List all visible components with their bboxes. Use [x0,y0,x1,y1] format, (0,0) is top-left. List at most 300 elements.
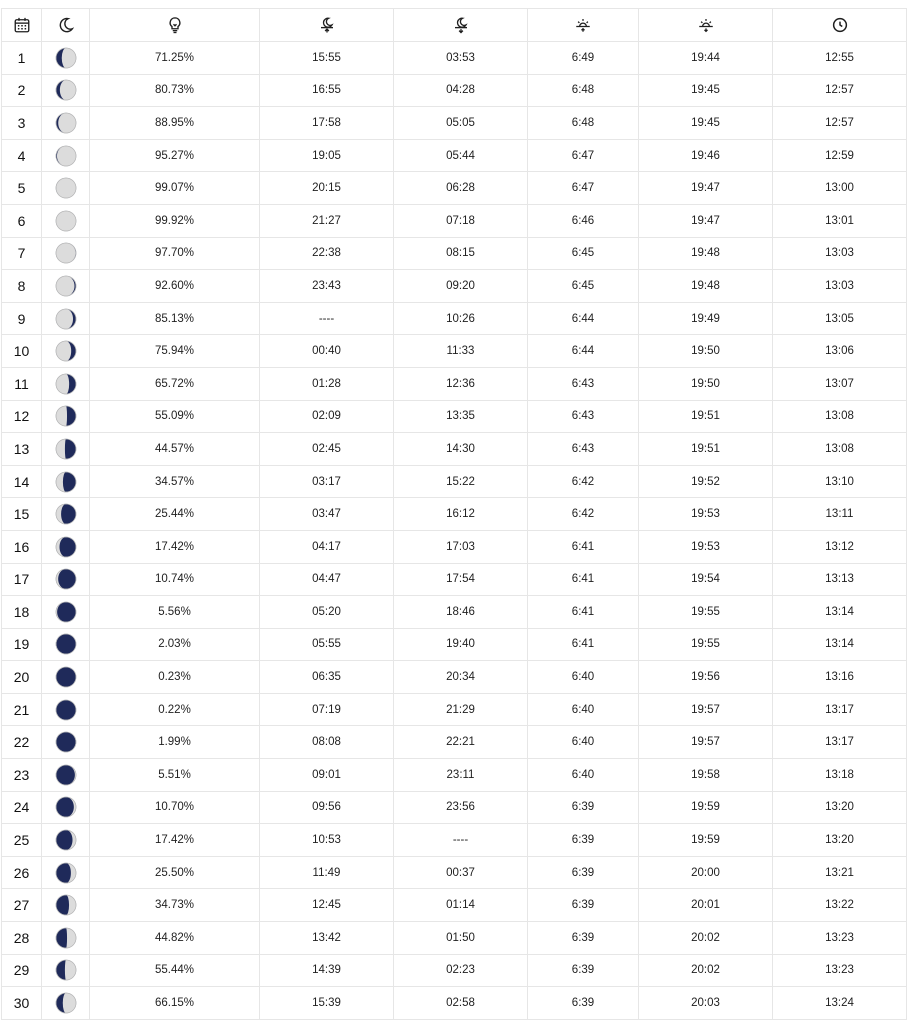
sunset-cell: 19:48 [639,237,773,270]
sunrise-cell: 6:49 [528,42,639,75]
solar-noon-cell: 13:23 [773,922,907,955]
moonset-cell: 05:44 [394,139,528,172]
sunset-cell: 19:45 [639,74,773,107]
illumination-cell: 44.82% [90,922,260,955]
day-cell: 25 [2,824,42,857]
sunrise-cell: 6:39 [528,922,639,955]
moon-phase-cell [42,367,90,400]
illumination-cell: 97.70% [90,237,260,270]
moonrise-cell: 09:01 [260,759,394,792]
moonset-cell: 23:11 [394,759,528,792]
sunrise-cell: 6:43 [528,367,639,400]
illumination-cell: 34.57% [90,465,260,498]
moonrise-cell: 05:20 [260,596,394,629]
illumination-cell: 71.25% [90,42,260,75]
sunrise-cell: 6:48 [528,107,639,140]
solar-noon-cell: 13:17 [773,693,907,726]
moonrise-cell: 10:53 [260,824,394,857]
table-row [2,237,907,270]
day-cell: 19 [2,628,42,661]
sunrise-cell: 6:47 [528,172,639,205]
moonrise-cell: 09:56 [260,791,394,824]
day-cell: 4 [2,139,42,172]
table-row [2,530,907,563]
sunrise-icon [574,16,592,34]
moon-phase-cell [42,726,90,759]
moonrise-cell: 04:47 [260,563,394,596]
day-cell: 7 [2,237,42,270]
moon-phase-cell [42,139,90,172]
moon-phase-icon [55,471,77,493]
moon-phase-cell [42,596,90,629]
moonrise-cell: 16:55 [260,74,394,107]
moon-phase-cell [42,107,90,140]
moonset-cell: 11:33 [394,335,528,368]
sunset-cell: 19:54 [639,563,773,596]
table-row [2,433,907,466]
moonrise-cell: 15:55 [260,42,394,75]
sunrise-cell: 6:44 [528,335,639,368]
header-row [2,9,907,42]
moonrise-cell: 02:09 [260,400,394,433]
moonset-cell: 05:05 [394,107,528,140]
solar-noon-cell: 13:17 [773,726,907,759]
illumination-cell: 99.92% [90,204,260,237]
sunset-cell: 19:53 [639,530,773,563]
sunset-cell: 19:56 [639,661,773,694]
moonset-cell: 17:03 [394,530,528,563]
day-cell: 27 [2,889,42,922]
moonrise-cell: 06:35 [260,661,394,694]
table-row [2,204,907,237]
sunrise-cell: 6:40 [528,693,639,726]
sunrise-cell: 6:41 [528,596,639,629]
moon-phase-icon [55,959,77,981]
solar-noon-cell: 12:57 [773,107,907,140]
table-row [2,661,907,694]
moon-phase-icon [55,438,77,460]
sunset-cell: 20:03 [639,987,773,1020]
moonset-cell: 02:58 [394,987,528,1020]
table-row [2,922,907,955]
sunset-cell: 19:51 [639,433,773,466]
sunset-cell: 19:53 [639,498,773,531]
moonset-column-header [394,9,528,42]
moon-phase-icon [57,16,75,34]
sunset-cell: 19:47 [639,204,773,237]
day-cell: 23 [2,759,42,792]
solar-noon-cell: 13:03 [773,270,907,303]
moon-phase-cell [42,433,90,466]
sunrise-cell: 6:45 [528,270,639,303]
sunrise-column-header [528,9,639,42]
table-row [2,367,907,400]
moonset-cell: 00:37 [394,856,528,889]
moonset-cell: 10:26 [394,302,528,335]
sunset-cell: 20:02 [639,922,773,955]
illumination-cell: 2.03% [90,628,260,661]
table-row [2,302,907,335]
moonset-cell: 14:30 [394,433,528,466]
solar-noon-cell: 13:22 [773,889,907,922]
table-row [2,824,907,857]
moonset-cell: 21:29 [394,693,528,726]
moonset-cell: 12:36 [394,367,528,400]
moon-calendar-table [1,8,907,1020]
day-cell: 17 [2,563,42,596]
solar-noon-cell: 13:08 [773,433,907,466]
sunrise-cell: 6:44 [528,302,639,335]
day-cell: 21 [2,693,42,726]
moon-phase-icon [55,177,77,199]
moon-phase-icon [55,373,77,395]
moon-phase-icon [55,927,77,949]
sunrise-cell: 6:41 [528,530,639,563]
moon-phase-cell [42,791,90,824]
illumination-cell: 95.27% [90,139,260,172]
sunset-column-header [639,9,773,42]
illumination-cell: 25.50% [90,856,260,889]
moonset-icon [452,16,470,34]
moonrise-cell: 03:17 [260,465,394,498]
sunset-cell: 19:47 [639,172,773,205]
moon-phase-cell [42,74,90,107]
illumination-cell: 0.22% [90,693,260,726]
moon-phase-cell [42,335,90,368]
moon-phase-icon [55,308,77,330]
sunset-cell: 19:58 [639,759,773,792]
sunset-cell: 19:57 [639,693,773,726]
illumination-cell: 17.42% [90,824,260,857]
table-row [2,596,907,629]
illumination-cell: 55.09% [90,400,260,433]
moonrise-cell: 02:45 [260,433,394,466]
moonset-cell: 13:35 [394,400,528,433]
solar-noon-cell: 13:11 [773,498,907,531]
solar-noon-cell: 13:06 [773,335,907,368]
sunrise-cell: 6:46 [528,204,639,237]
moon-phase-icon [55,112,77,134]
moonset-cell: 09:20 [394,270,528,303]
sunset-cell: 20:02 [639,954,773,987]
clock-icon [831,16,849,34]
solar-noon-cell: 12:55 [773,42,907,75]
moon-phase-cell [42,302,90,335]
moonrise-cell: 20:15 [260,172,394,205]
moon-phase-cell [42,987,90,1020]
moon-phase-cell [42,204,90,237]
day-cell: 1 [2,42,42,75]
day-cell: 24 [2,791,42,824]
table-row [2,498,907,531]
sunrise-cell: 6:41 [528,563,639,596]
solar-noon-column-header [773,9,907,42]
moonrise-cell: 12:45 [260,889,394,922]
sunrise-cell: 6:43 [528,433,639,466]
table-row [2,465,907,498]
sunrise-cell: 6:39 [528,824,639,857]
illumination-cell: 5.56% [90,596,260,629]
moonset-cell: 06:28 [394,172,528,205]
table-row [2,563,907,596]
solar-noon-cell: 13:16 [773,661,907,694]
sunset-cell: 19:49 [639,302,773,335]
illumination-cell: 88.95% [90,107,260,140]
solar-noon-cell: 12:57 [773,74,907,107]
moonrise-cell: 21:27 [260,204,394,237]
moonrise-cell: 00:40 [260,335,394,368]
moonrise-cell: 23:43 [260,270,394,303]
illumination-cell: 75.94% [90,335,260,368]
table-row [2,172,907,205]
moonrise-icon [318,16,336,34]
moon-phase-icon [55,992,77,1014]
illumination-cell: 92.60% [90,270,260,303]
day-cell: 2 [2,74,42,107]
moonset-cell: 19:40 [394,628,528,661]
solar-noon-cell: 13:05 [773,302,907,335]
solar-noon-cell: 13:18 [773,759,907,792]
day-cell: 9 [2,302,42,335]
moonset-cell: 20:34 [394,661,528,694]
moon-phase-cell [42,42,90,75]
moon-phase-cell [42,693,90,726]
illumination-cell: 17.42% [90,530,260,563]
moon-phase-cell [42,563,90,596]
solar-noon-cell: 13:10 [773,465,907,498]
moon-phase-icon [55,340,77,362]
sunset-cell: 19:59 [639,791,773,824]
moon-phase-cell [42,400,90,433]
moon-phase-icon [55,601,77,623]
solar-noon-cell: 13:07 [773,367,907,400]
sunset-cell: 19:45 [639,107,773,140]
day-cell: 26 [2,856,42,889]
sunset-cell: 19:44 [639,42,773,75]
illumination-cell: 34.73% [90,889,260,922]
moonset-cell: 04:28 [394,74,528,107]
solar-noon-cell: 13:12 [773,530,907,563]
illumination-cell: 1.99% [90,726,260,759]
moon-phase-cell [42,530,90,563]
moon-phase-icon [55,210,77,232]
solar-noon-cell: 13:08 [773,400,907,433]
illumination-cell: 99.07% [90,172,260,205]
table-row [2,726,907,759]
moonset-cell: 08:15 [394,237,528,270]
solar-noon-cell: 12:59 [773,139,907,172]
sunrise-cell: 6:39 [528,954,639,987]
solar-noon-cell: 13:03 [773,237,907,270]
moon-phase-cell [42,237,90,270]
moonrise-cell: 07:19 [260,693,394,726]
solar-noon-cell: 13:24 [773,987,907,1020]
moonrise-cell: 08:08 [260,726,394,759]
solar-noon-cell: 13:00 [773,172,907,205]
sunrise-cell: 6:42 [528,465,639,498]
moon-phase-cell [42,628,90,661]
sunrise-cell: 6:42 [528,498,639,531]
day-cell: 10 [2,335,42,368]
illumination-cell: 65.72% [90,367,260,400]
sunrise-cell: 6:47 [528,139,639,172]
day-cell: 18 [2,596,42,629]
moon-phase-icon [55,764,77,786]
moonset-cell: 18:46 [394,596,528,629]
day-column-header [2,9,42,42]
moonset-cell: 22:21 [394,726,528,759]
sunset-cell: 19:59 [639,824,773,857]
moon-phase-icon [55,568,77,590]
moonrise-cell: 19:05 [260,139,394,172]
table-row [2,400,907,433]
day-cell: 8 [2,270,42,303]
moon-phase-icon [55,731,77,753]
moon-phase-cell [42,954,90,987]
moon-phase-icon [55,633,77,655]
sunrise-cell: 6:39 [528,987,639,1020]
table-row [2,954,907,987]
moonset-cell: 07:18 [394,204,528,237]
moon-phase-icon [55,536,77,558]
table-row [2,335,907,368]
day-cell: 28 [2,922,42,955]
phase-column-header [42,9,90,42]
sunset-cell: 19:50 [639,335,773,368]
day-cell: 22 [2,726,42,759]
moon-phase-icon [55,242,77,264]
day-cell: 3 [2,107,42,140]
table-row [2,856,907,889]
moonset-cell: 15:22 [394,465,528,498]
moonrise-cell: 01:28 [260,367,394,400]
moonset-cell: 03:53 [394,42,528,75]
moon-phase-cell [42,498,90,531]
moon-phase-icon [55,796,77,818]
illumination-cell: 25.44% [90,498,260,531]
day-cell: 5 [2,172,42,205]
illumination-cell: 44.57% [90,433,260,466]
sunrise-cell: 6:40 [528,661,639,694]
moon-phase-icon [55,275,77,297]
moonset-cell: 02:23 [394,954,528,987]
moon-phase-icon [55,503,77,525]
solar-noon-cell: 13:23 [773,954,907,987]
sunrise-cell: 6:40 [528,726,639,759]
sunrise-cell: 6:39 [528,856,639,889]
day-cell: 12 [2,400,42,433]
lightbulb-icon [166,16,184,34]
table-row [2,74,907,107]
moonrise-cell: 04:17 [260,530,394,563]
sunset-cell: 20:00 [639,856,773,889]
day-cell: 16 [2,530,42,563]
sunrise-cell: 6:48 [528,74,639,107]
moon-phase-icon [55,666,77,688]
day-cell: 29 [2,954,42,987]
moon-phase-icon [55,145,77,167]
moon-phase-icon [55,405,77,427]
illumination-cell: 10.74% [90,563,260,596]
illumination-cell: 80.73% [90,74,260,107]
day-cell: 6 [2,204,42,237]
day-cell: 30 [2,987,42,1020]
moon-phase-cell [42,465,90,498]
solar-noon-cell: 13:14 [773,628,907,661]
table-row [2,987,907,1020]
moon-phase-icon [55,699,77,721]
sunset-cell: 19:48 [639,270,773,303]
solar-noon-cell: 13:01 [773,204,907,237]
sunset-cell: 19:52 [639,465,773,498]
sunset-cell: 19:57 [639,726,773,759]
solar-noon-cell: 13:13 [773,563,907,596]
moon-phase-cell [42,661,90,694]
table-row [2,759,907,792]
day-cell: 13 [2,433,42,466]
table-row [2,270,907,303]
moon-phase-cell [42,824,90,857]
illumination-column-header [90,9,260,42]
moon-phase-cell [42,922,90,955]
table-row [2,628,907,661]
sunrise-cell: 6:39 [528,791,639,824]
sunrise-cell: 6:45 [528,237,639,270]
moonrise-cell: 15:39 [260,987,394,1020]
solar-noon-cell: 13:20 [773,824,907,857]
moonrise-cell: 14:39 [260,954,394,987]
sunrise-cell: 6:41 [528,628,639,661]
moonrise-cell: 05:55 [260,628,394,661]
sunrise-cell: 6:40 [528,759,639,792]
moonset-cell: ---- [394,824,528,857]
sunset-cell: 19:50 [639,367,773,400]
moon-phase-icon [55,829,77,851]
moonset-cell: 17:54 [394,563,528,596]
illumination-cell: 66.15% [90,987,260,1020]
sunset-cell: 20:01 [639,889,773,922]
illumination-cell: 55.44% [90,954,260,987]
moonrise-cell: 11:49 [260,856,394,889]
solar-noon-cell: 13:14 [773,596,907,629]
moon-phase-icon [55,894,77,916]
illumination-cell: 5.51% [90,759,260,792]
illumination-cell: 10.70% [90,791,260,824]
moon-phase-icon [55,47,77,69]
table-row [2,107,907,140]
table-row [2,139,907,172]
moonrise-cell: 22:38 [260,237,394,270]
moon-phase-cell [42,856,90,889]
solar-noon-cell: 13:21 [773,856,907,889]
table-row [2,791,907,824]
sunrise-cell: 6:39 [528,889,639,922]
sunset-cell: 19:55 [639,596,773,629]
day-cell: 11 [2,367,42,400]
sunset-icon [697,16,715,34]
moon-phase-cell [42,759,90,792]
sunset-cell: 19:55 [639,628,773,661]
moonrise-cell: 03:47 [260,498,394,531]
illumination-cell: 0.23% [90,661,260,694]
moon-phase-cell [42,889,90,922]
moonrise-cell: 17:58 [260,107,394,140]
moonrise-cell: ---- [260,302,394,335]
table-row [2,889,907,922]
moon-phase-icon [55,79,77,101]
calendar-icon [13,16,31,34]
day-cell: 20 [2,661,42,694]
